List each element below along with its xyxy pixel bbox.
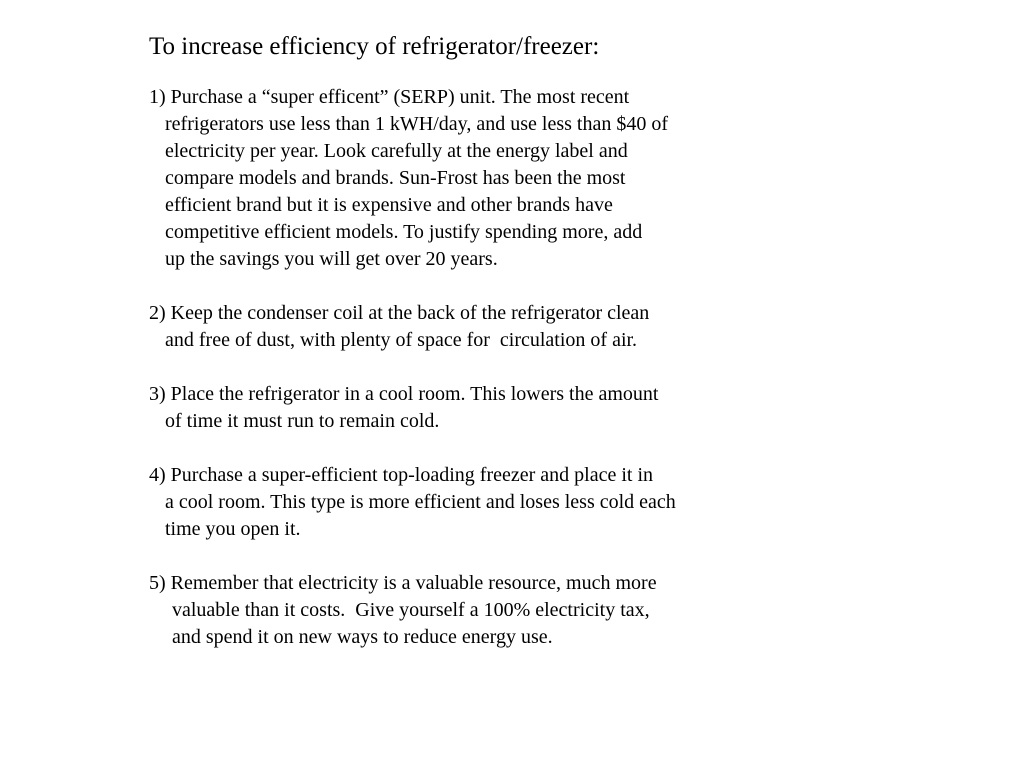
slide-content: [149, 30, 1009, 678]
list-item-line: and free of dust, with plenty of space for circulation of air.: [165, 329, 638, 351]
list-item-line: and spend it on new ways to reduce energy use.: [172, 626, 553, 648]
list-item-line: a cool room. This type is more efficient and loses less cold each: [165, 491, 676, 513]
list-item-line: competitive efficient models. To justify spending more, add: [165, 221, 643, 243]
list-item-line: up the savings you will get over 20 years.: [165, 248, 498, 270]
list-item-1: [149, 84, 1009, 273]
list-item-2: [149, 300, 1009, 354]
list-item-5: [149, 570, 1009, 651]
list-item-line: refrigerators use less than 1 kWH/day, and use less than $40 of: [165, 113, 669, 135]
list-item-line: of time it must run to remain cold.: [165, 410, 440, 432]
slide-title: To increase efficiency of refrigerator/freezer:: [149, 33, 600, 60]
list-item-line: 5) Remember that electricity is a valuable resource, much more: [149, 572, 657, 594]
list-item-line: valuable than it costs. Give yourself a 100% electricity tax,: [172, 599, 650, 621]
list-item-line: electricity per year. Look carefully at the energy label and: [165, 140, 628, 162]
list-item-line: 2) Keep the condenser coil at the back of the refrigerator clean: [149, 302, 650, 324]
list-item-line: 4) Purchase a super-efficient top-loading freezer and place it in: [149, 464, 654, 486]
list-item-line: 3) Place the refrigerator in a cool room. This lowers the amount: [149, 383, 659, 405]
list-item-line: compare models and brands. Sun-Frost has been the most: [165, 167, 626, 189]
list-item-line: time you open it.: [165, 518, 301, 540]
list-item-line: efficient brand but it is expensive and other brands have: [165, 194, 613, 216]
list-item-4: [149, 462, 1009, 543]
list-item-line: 1) Purchase a “super efficent” (SERP) unit. The most recent: [149, 86, 630, 108]
list-item-3: [149, 381, 1009, 435]
